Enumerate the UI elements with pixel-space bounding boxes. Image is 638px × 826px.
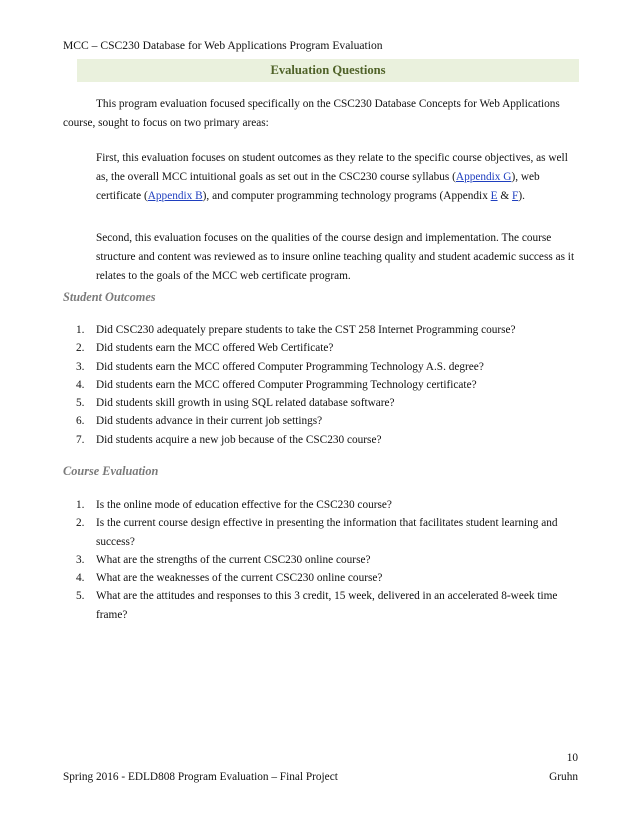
list-item — [63, 394, 577, 412]
list-number: 6. — [76, 415, 85, 428]
course-evaluation-list — [63, 496, 577, 624]
list-item — [63, 569, 577, 587]
list-number: 1. — [76, 324, 85, 336]
appendix-e-link[interactable]: E — [490, 190, 498, 202]
list-item-text: Did students skill growth in using SQL related database software? — [96, 397, 395, 410]
appendix-g-link[interactable]: Appendix G — [455, 171, 512, 183]
list-item-text: Did students acquire a new job because of the CSC230 course? — [96, 433, 382, 446]
list-item — [63, 321, 577, 339]
list-item-text: Did students earn the MCC offered Computer Programming Technology certificate? — [96, 378, 477, 391]
list-number: 2. — [76, 342, 85, 355]
list-item-text: Did students earn the MCC offered Web Certificate? — [96, 342, 334, 355]
appendix-f-link[interactable]: F — [512, 190, 519, 202]
list-item — [63, 412, 577, 430]
intro-paragraph: This program evaluation focused specifically on the CSC230 Database Concepts for Web Applications course, sought to focus on two primary areas: — [63, 98, 560, 129]
list-number: 1. — [76, 499, 85, 511]
focus1-text-d: & — [497, 190, 513, 202]
list-number: 3. — [76, 360, 85, 373]
student-outcomes-list — [63, 321, 577, 449]
list-number: 4. — [76, 572, 85, 585]
list-number: 5. — [76, 397, 85, 410]
list-number: 5. — [76, 590, 85, 603]
student-outcomes-heading: Student Outcomes — [63, 290, 156, 304]
list-item-text: What are the attitudes and responses to this 3 credit, 15 week, delivered in an accelerated 8-week time frame? — [96, 590, 558, 621]
focus1-text-b: ), web certificate ( — [96, 171, 540, 202]
section-heading-evaluation-questions: Evaluation Questions — [77, 59, 579, 82]
list-item-text: What are the strengths of the current CSC230 online course? — [96, 553, 371, 566]
list-item — [63, 358, 577, 376]
focus-paragraph-second: Second, this evaluation focuses on the qualities of the course design and implementation. The course structure and content was reviewed as to insure online teaching quality and student academic success as it relates to the goals of the MCC web certificate program. — [96, 232, 575, 282]
list-item-text: Is the current course design effective in presenting the information that facilitates student learning and success? — [96, 517, 558, 548]
appendix-b-link[interactable]: Appendix B — [147, 190, 203, 202]
footer-left: Spring 2016 - EDLD808 Program Evaluation – Final Project — [63, 771, 338, 783]
list-item — [63, 587, 577, 624]
list-item — [63, 496, 577, 514]
list-item — [63, 514, 577, 551]
list-item-text: Did students earn the MCC offered Computer Programming Technology A.S. degree? — [96, 360, 484, 373]
footer-author: Gruhn — [549, 771, 578, 783]
running-header: MCC – CSC230 Database for Web Applications Program Evaluation — [63, 39, 383, 52]
list-number: 3. — [76, 553, 85, 566]
list-item — [63, 376, 577, 394]
focus1-text-a: First, this evaluation focuses on student outcomes as they relate to the specific course objectives, as well as, the overall MCC intuitional goals as set out in the CSC230 course syllabus ( — [96, 152, 568, 183]
course-evaluation-heading: Course Evaluation — [63, 464, 159, 478]
list-item-text: Did students advance in their current job settings? — [96, 415, 323, 428]
page-number: 10 — [566, 752, 578, 764]
list-number: 2. — [76, 517, 85, 530]
list-item-text: What are the weaknesses of the current CSC230 online course? — [96, 572, 383, 585]
focus-paragraph-first — [96, 149, 578, 206]
list-number: 7. — [76, 433, 85, 446]
list-item-text: Did CSC230 adequately prepare students to take the CST 258 Internet Programming course? — [96, 324, 516, 336]
list-item — [63, 339, 577, 357]
focus1-text-e: ). — [518, 190, 525, 202]
list-number: 4. — [76, 378, 85, 391]
focus1-text-c: ), and computer programming technology programs (Appendix — [202, 190, 491, 202]
list-item — [63, 551, 577, 569]
list-item-text: Is the online mode of education effective for the CSC230 course? — [96, 499, 392, 511]
list-item — [63, 431, 577, 449]
